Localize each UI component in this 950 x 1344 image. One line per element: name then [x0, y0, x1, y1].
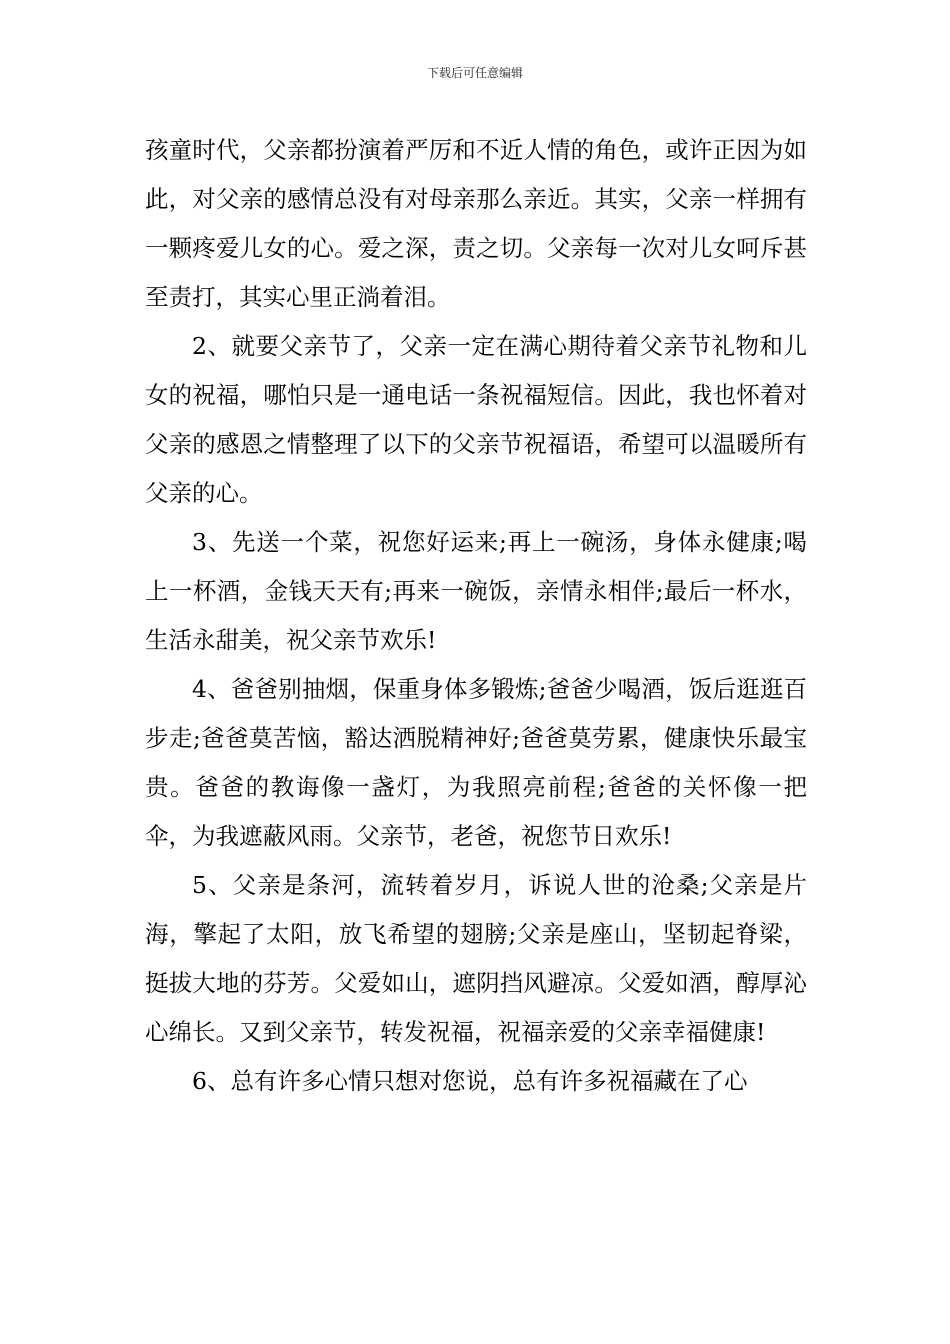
- paragraph-2: 2、就要父亲节了，父亲一定在满心期待着父亲节礼物和儿女的祝福，哪怕只是一通电话一条祝福短信。因此，我也怀着对父亲的感恩之情整理了以下的父亲节祝福语，希望可以温暖所有父亲的心。: [145, 332, 807, 507]
- page-header: 下载后可任意编辑: [426, 66, 523, 80]
- document-body: [145, 126, 807, 1106]
- paragraph-6: 6、总有许多心情只想对您说，总有许多祝福藏在了心: [192, 1067, 748, 1095]
- paragraph-4: 4、爸爸别抽烟，保重身体多锻炼;爸爸少喝酒，饭后逛逛百步走;爸爸莫苦恼，豁达洒脱精神好;爸爸莫劳累，健康快乐最宝贵。爸爸的教诲像一盏灯，为我照亮前程;爸爸的关怀像一把伞，为我遮蔽风雨。父亲节，老爸，祝您节日欢乐!: [145, 675, 807, 850]
- paragraph-continued: 孩童时代，父亲都扮演着严厉和不近人情的角色，或许正因为如此，对父亲的感情总没有对母亲那么亲近。其实，父亲一样拥有一颗疼爱儿女的心。爱之深，责之切。父亲每一次对儿女呵斥甚至责打，其实心里正淌着泪。: [145, 136, 807, 311]
- paragraph-3: 3、先送一个菜，祝您好运来;再上一碗汤，身体永健康;喝上一杯酒，金钱天天有;再来一碗饭，亲情永相伴;最后一杯水，生活永甜美，祝父亲节欢乐!: [145, 528, 807, 654]
- paragraph-5: 5、父亲是条河，流转着岁月，诉说人世的沧桑;父亲是片海，擎起了太阳，放飞希望的翅膀;父亲是座山，坚韧起脊梁，挺拔大地的芬芳。父爱如山，遮阴挡风避凉。父爱如酒，醇厚沁心绵长。又到父亲节，转发祝福，祝福亲爱的父亲幸福健康!: [145, 871, 807, 1046]
